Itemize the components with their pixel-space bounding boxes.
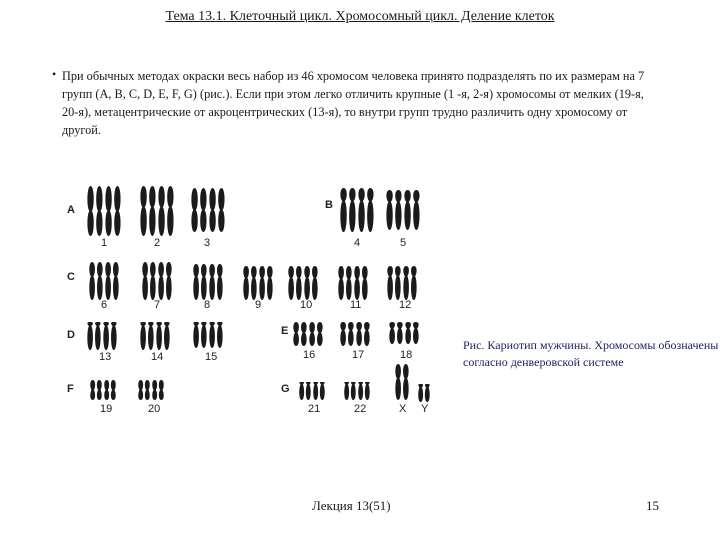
chromatid (395, 364, 401, 400)
group-label-b: B (325, 199, 333, 211)
chromosome-number: 18 (400, 349, 413, 361)
chromatid (365, 382, 370, 400)
chromatid (404, 190, 410, 230)
chromatid (200, 188, 206, 232)
chromatid (313, 382, 318, 400)
chromatid (201, 264, 207, 300)
chromatid (166, 262, 172, 300)
chromatid (89, 262, 95, 300)
chromatid (152, 380, 157, 400)
chromosome-number: Y (421, 403, 429, 415)
chromatid (405, 322, 411, 344)
chromatid (164, 322, 170, 350)
chromatid (90, 380, 95, 400)
chromosome-number: 21 (308, 403, 321, 415)
chromatid (138, 380, 143, 400)
chromosome-number: 22 (354, 403, 367, 415)
chromatid (104, 380, 109, 400)
chromatid (362, 266, 368, 300)
chromatid (156, 322, 162, 350)
chromatid (348, 322, 354, 346)
chromatid (251, 266, 257, 300)
chromatid (209, 322, 215, 348)
chromatid (338, 266, 344, 300)
chromatid (403, 266, 409, 300)
chromatid (425, 384, 430, 402)
chromatid (395, 266, 401, 300)
chromatid (193, 264, 199, 300)
chromatid (105, 262, 111, 300)
chromatid (243, 266, 249, 300)
group-label-e: E (281, 325, 289, 337)
chromatid (193, 322, 199, 348)
group-label-f: F (67, 383, 74, 395)
chromosome-number: 8 (204, 299, 211, 311)
chromatid (288, 266, 294, 300)
figure-caption: Рис. Кариотип мужчины. Хромосомы обозначены согласно денверовской системе (463, 338, 719, 369)
chromatid (114, 186, 120, 236)
chromatid (267, 266, 273, 300)
chromatid (150, 262, 156, 300)
chromatid (349, 188, 355, 232)
chromatid (145, 380, 150, 400)
chromatid (386, 190, 392, 230)
group-label-d: D (67, 329, 75, 341)
chromatid (413, 322, 419, 344)
chromatid (217, 264, 223, 300)
chromatid (299, 382, 304, 400)
chromatid (340, 188, 346, 232)
chromosome-number: 4 (354, 237, 361, 249)
chromosome-number: 16 (303, 349, 316, 361)
chromatid (309, 322, 315, 346)
chromatid (103, 322, 109, 350)
chromatid (142, 262, 148, 300)
chromatid (167, 186, 173, 236)
chromatid (111, 380, 116, 400)
chromatid (306, 382, 311, 400)
chromatid (87, 322, 93, 350)
chromosome-number: 12 (399, 299, 412, 311)
chromosome-number: X (399, 403, 407, 415)
chromatid (389, 322, 395, 344)
chromatid (218, 188, 224, 232)
chromatid (354, 266, 360, 300)
chromatid (304, 266, 310, 300)
chromatid (97, 380, 102, 400)
chromosome-number: 19 (100, 403, 113, 415)
chromatid (113, 262, 119, 300)
chromatid (209, 188, 215, 232)
chromatid (296, 266, 302, 300)
chromatid (259, 266, 265, 300)
chromatid (95, 322, 101, 350)
chromatid (367, 188, 373, 232)
chromosome-number: 1 (101, 237, 108, 249)
chromatid (413, 190, 419, 230)
slide-title: Тема 13.1. Клеточный цикл. Хромосомный цикл. Деление клеток (165, 9, 555, 24)
chromosome-number: 3 (204, 237, 211, 249)
chromatid (158, 186, 164, 236)
body-paragraph: При обычных методах окраски весь набор из 46 хромосом человека принято подразделять по их размерам на 7 групп (А, В, С, D, E, F, G) (рис.). Если при этом легко отличить крупные (1 -я, 2-я) хромосомы от мелких (19-я, 20-я), метацентрические от акроцентрических (13-я), то внутри групп трудно различить одну хромосому от другой. (62, 69, 645, 137)
group-label-g: G (281, 383, 290, 395)
chromatid (344, 382, 349, 400)
chromosome-number: 6 (101, 299, 108, 311)
chromosome-number: 13 (99, 351, 112, 363)
chromosome-number: 9 (255, 299, 262, 311)
chromosome-number: 11 (350, 299, 362, 311)
chromatid (97, 262, 103, 300)
chromatid (209, 264, 215, 300)
group-label-c: C (67, 271, 75, 283)
chromatid (411, 266, 417, 300)
chromosome-number: 10 (300, 299, 313, 311)
chromatid (312, 266, 318, 300)
chromosome-number: 5 (400, 237, 407, 249)
chromosome-number: 20 (148, 403, 161, 415)
chromatid (191, 188, 197, 232)
chromatid (201, 322, 207, 348)
chromatid (351, 382, 356, 400)
chromatid (87, 186, 93, 236)
chromatid (320, 382, 325, 400)
group-label-a: A (67, 204, 75, 216)
page-number: 15 (646, 498, 659, 513)
chromatid (397, 322, 403, 344)
chromatid (293, 322, 299, 346)
chromatid (418, 384, 423, 402)
chromatid (148, 322, 154, 350)
chromatid (358, 188, 364, 232)
chromatid (149, 186, 155, 236)
chromatid (340, 322, 346, 346)
chromatid (317, 322, 323, 346)
chromatid (140, 322, 146, 350)
chromatid (356, 322, 362, 346)
bullet-marker: • (52, 67, 57, 81)
chromatid (159, 380, 164, 400)
chromosome-number: 2 (154, 237, 161, 249)
chromosome-number: 7 (154, 299, 161, 311)
chromatid (140, 186, 146, 236)
chromatid (217, 322, 223, 348)
chromosome-number: 14 (151, 351, 164, 363)
chromatid (346, 266, 352, 300)
chromatid (96, 186, 102, 236)
chromatid (395, 190, 401, 230)
chromatid (387, 266, 393, 300)
chromatid (158, 262, 164, 300)
chromatid (358, 382, 363, 400)
chromatid (111, 322, 117, 350)
chromosome-number: 17 (352, 349, 365, 361)
chromosome-number: 15 (205, 351, 218, 363)
footer-lecture: Лекция 13(51) (312, 498, 391, 513)
chromatid (301, 322, 307, 346)
chromatid (105, 186, 111, 236)
chromatid (403, 364, 409, 400)
chromatid (364, 322, 370, 346)
